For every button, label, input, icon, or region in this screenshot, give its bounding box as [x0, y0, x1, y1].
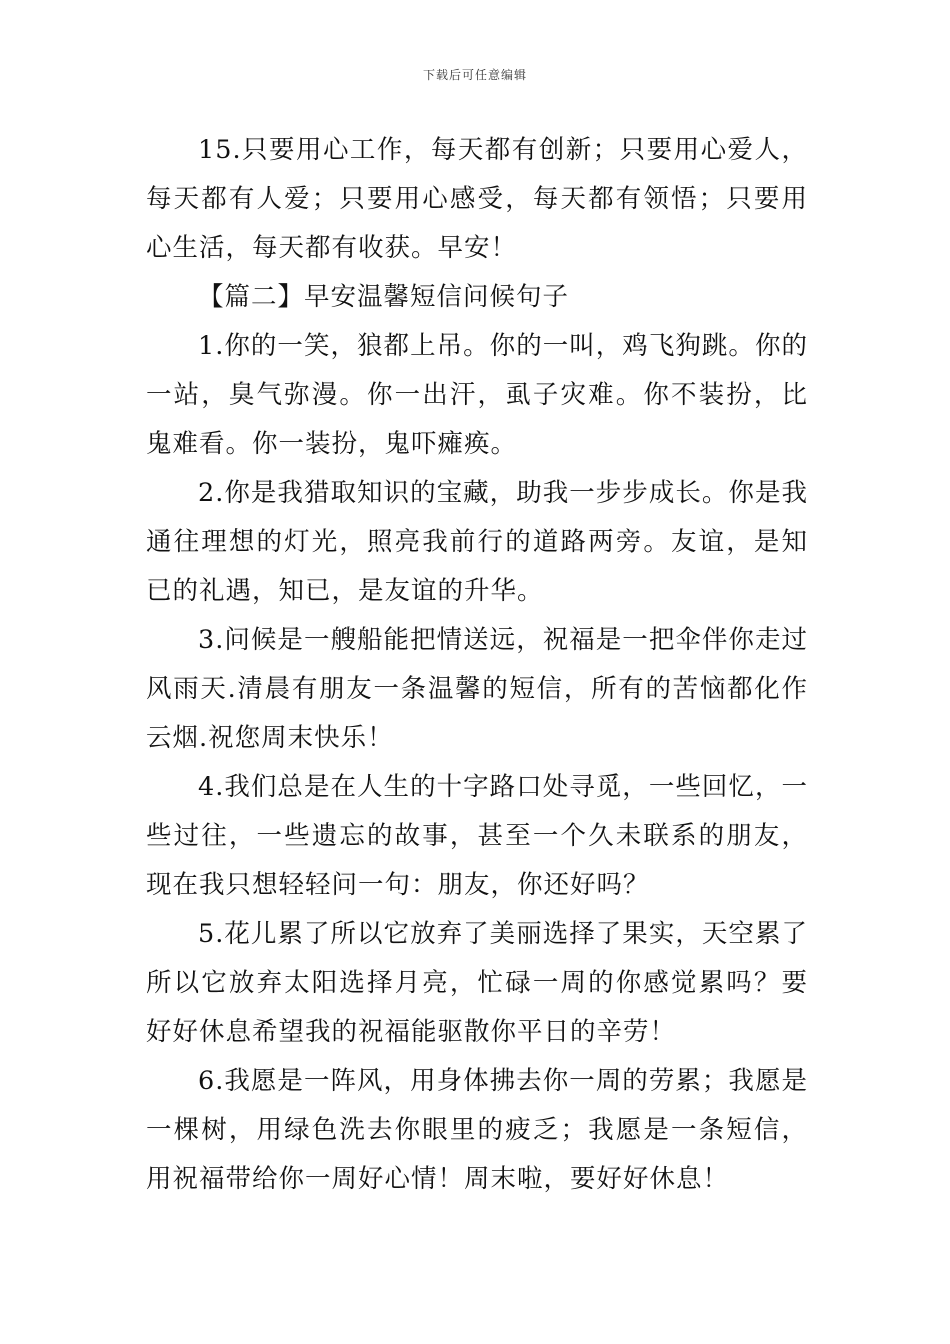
paragraph-6: 6.我愿是一阵风，用身体拂去你一周的劳累；我愿是一棵树，用绿色洗去你眼里的疲乏；我愿是一条短信，用祝福带给你一周好心情！周末啦，要好好休息！ [146, 1066, 808, 1194]
paragraph-4: 4.我们总是在人生的十字路口处寻觅，一些回忆，一些过往，一些遗忘的故事，甚至一个久未联系的朋友，现在我只想轻轻问一句：朋友，你还好吗？ [146, 772, 808, 900]
document-body [146, 126, 808, 1204]
paragraph-2: 2.你是我猎取知识的宝藏，助我一步步成长。你是我通往理想的灯光，照亮我前行的道路两旁。友谊，是知已的礼遇，知已，是友谊的升华。 [146, 478, 808, 606]
paragraph-3: 3.问候是一艘船能把情送远，祝福是一把伞伴你走过风雨天.清晨有朋友一条温馨的短信，所有的苦恼都化作云烟.祝您周末快乐！ [146, 625, 808, 753]
page-header: 下载后可任意编辑 [422, 68, 527, 82]
paragraph-15: 15.只要用心工作，每天都有创新；只要用心爱人，每天都有人爱；只要用心感受，每天都有领悟；只要用心生活，每天都有收获。早安！ [146, 135, 808, 263]
section-heading: 【篇二】早安温馨短信问候句子 [198, 282, 570, 312]
paragraph-5: 5.花儿累了所以它放弃了美丽选择了果实，天空累了所以它放弃太阳选择月亮，忙碌一周的你感觉累吗？要好好休息希望我的祝福能驱散你平日的辛劳！ [146, 919, 808, 1047]
paragraph-1: 1.你的一笑，狼都上吊。你的一叫，鸡飞狗跳。你的一站，臭气弥漫。你一出汗，虱子灾难。你不装扮，比鬼难看。你一装扮，鬼吓瘫痪。 [146, 331, 808, 459]
